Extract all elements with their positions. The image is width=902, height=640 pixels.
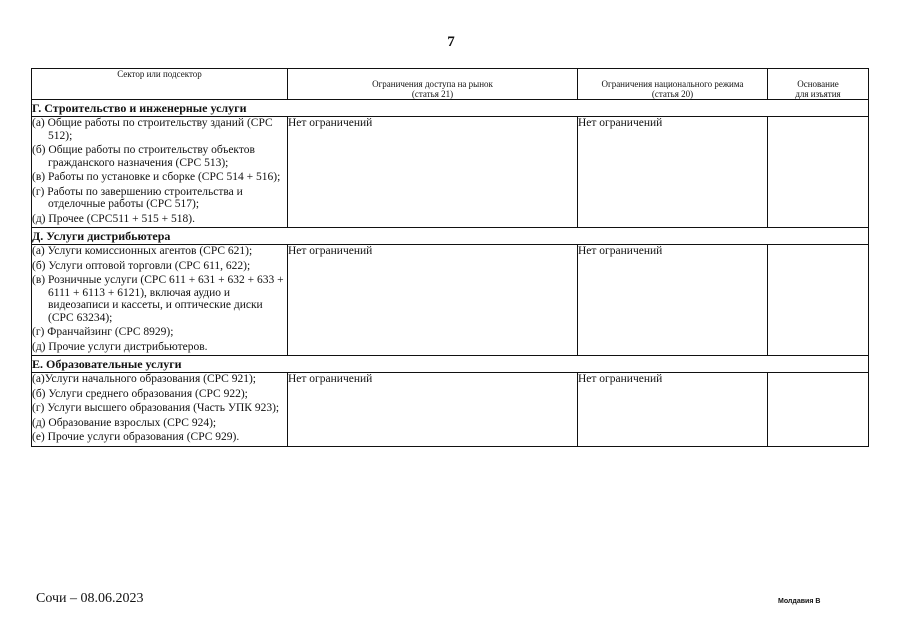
sector-cell — [32, 117, 288, 228]
section-title-row — [32, 228, 869, 245]
basis-cell — [768, 117, 869, 228]
sector-cell — [32, 245, 288, 356]
section-content-row — [32, 245, 869, 356]
sector-item: (б) Услуги оптовой торговли (СРС 611, 622); — [32, 259, 251, 272]
market-access-cell: Нет ограничений — [288, 117, 578, 228]
footer-place-date: Сочи – 08.06.2023 — [36, 591, 144, 606]
market-access-cell: Нет ограничений — [288, 373, 578, 447]
basis-cell — [768, 245, 869, 356]
sector-item: (д) Прочее (СРС511 + 515 + 518). — [32, 212, 195, 225]
market-access-cell: Нет ограничений — [288, 245, 578, 356]
sector-item: (г) Услуги высшего образования (Часть УПК 923); — [32, 402, 280, 414]
sector-item: (в) Розничные услуги (СРС 611 + 631 + 632 + 633 + 6111 + 6113 + 6121), включая аудио и видеозаписи и кассеты, и оптические диски (СРС 63234); — [32, 274, 284, 324]
sector-item: (а) Услуги комиссионных агентов (СРС 621); — [32, 245, 253, 257]
page-number: 7 — [447, 34, 455, 50]
national-treatment-cell: Нет ограничений — [578, 373, 768, 447]
sector-item: (в) Работы по установке и сборке (СРС 514 + 516); — [32, 171, 281, 183]
sector-item: (а) Общие работы по строительству зданий (СРС 512); — [32, 117, 273, 142]
sector-cell — [32, 373, 288, 447]
section-title-row — [32, 100, 869, 117]
header-national-treatment-label: Ограничения национального режима (статья 20) — [601, 79, 744, 99]
sector-item: (б) Общие работы по строительству объектов гражданского назначения (СРС 513); — [32, 144, 255, 169]
header-national-treatment — [578, 69, 768, 100]
header-basis-label: Основание для изъятия — [795, 79, 841, 99]
schedule-table — [31, 68, 869, 447]
header-sector-label: Сектор или подсектор — [117, 69, 202, 79]
table-header-row — [32, 69, 869, 100]
header-market-access — [288, 69, 578, 100]
section-title: Д. Услуги дистрибьютера — [32, 228, 869, 245]
sector-item: (д) Прочие услуги дистрибьютеров. — [32, 340, 208, 353]
national-treatment-cell: Нет ограничений — [578, 117, 768, 228]
basis-cell — [768, 373, 869, 447]
sector-item: (д) Образование взрослых (СРС 924); — [32, 416, 217, 429]
header-market-access-label: Ограничения доступа на рынок (статья 21) — [372, 79, 493, 99]
section-content-row — [32, 373, 869, 447]
section-content-row — [32, 117, 869, 228]
header-sector — [32, 69, 288, 100]
sector-item: (г) Франчайзинг (СРС 8929); — [32, 326, 174, 338]
sector-item: (а)Услуги начального образования (СРС 921); — [32, 373, 256, 385]
footer-signature-note: Молдавия В — [778, 598, 821, 605]
header-basis — [768, 69, 869, 100]
section-title: Г. Строительство и инженерные услуги — [32, 100, 869, 117]
national-treatment-cell: Нет ограничений — [578, 245, 768, 356]
section-title: Е. Образовательные услуги — [32, 356, 869, 373]
sector-item: (е) Прочие услуги образования (СРС 929). — [32, 431, 240, 443]
sector-item: (г) Работы по завершению строительства и отделочные работы (СРС 517); — [32, 185, 243, 210]
sector-item: (б) Услуги среднего образования (СРС 922); — [32, 387, 248, 400]
section-title-row — [32, 356, 869, 373]
